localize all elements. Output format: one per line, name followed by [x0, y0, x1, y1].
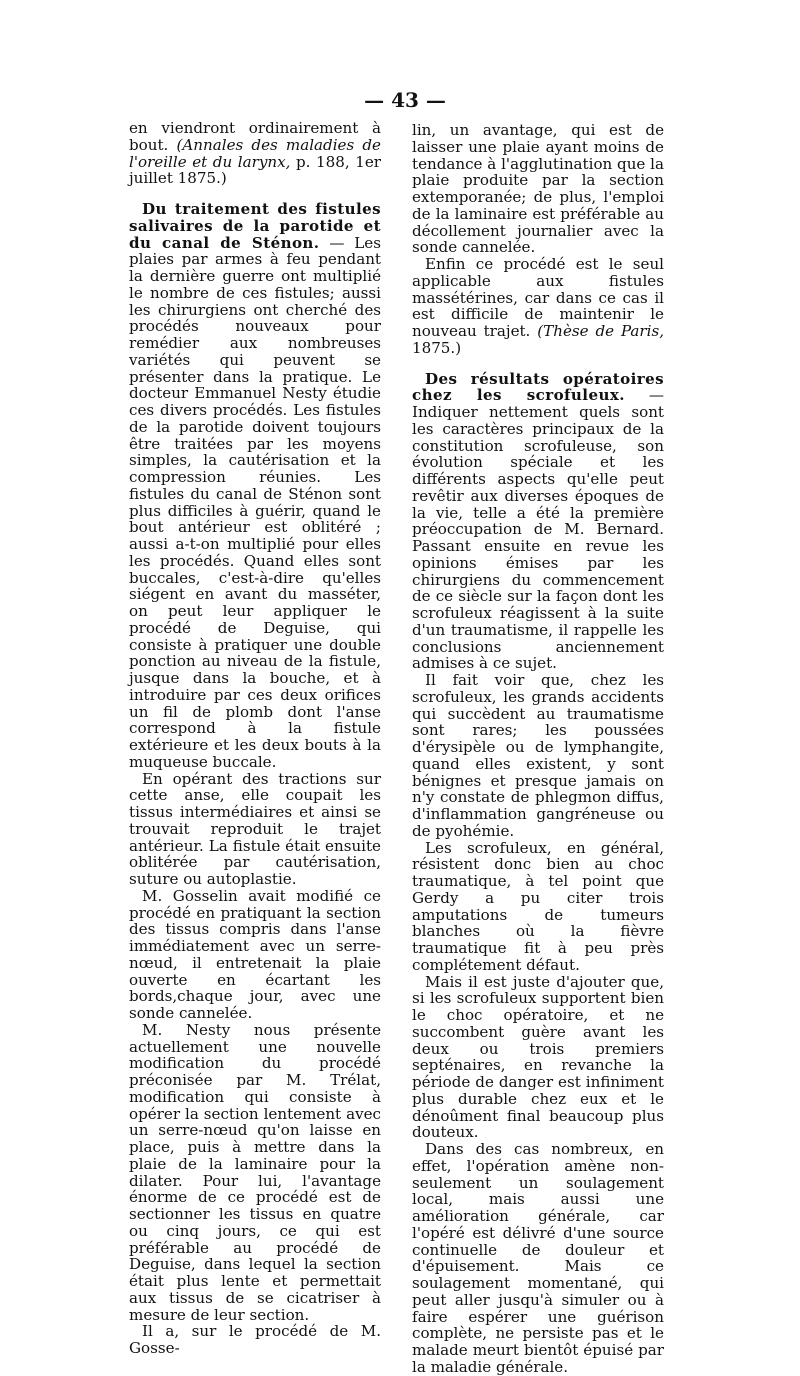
paragraph: Mais il est juste d'ajouter que, si les scrofuleux supportent bien le choc opératoire, et ne succombent guère avant les deux ou trois premiers septénaires, en revanche la période de danger est infiniment plus durable chez eux et le dénoûment final beaucoup plus douteux.: [412, 972, 664, 1142]
paragraph: [412, 256, 664, 357]
paragraph: Dans des cas nombreux, en effet, l'opération amène non-seulement un soulagement local, mais aussi une amélioration générale, car l'opéré est délivré d'une source continuelle de douleur et d'épuisement. Mais ce soulagement momentané, qui peut aller jusqu'à simuler ou à faire espérer une guérison complète, ne persiste pas et le malade meurt bientôt épuisé par la maladie générale.: [412, 1140, 664, 1376]
paragraph: [129, 120, 381, 187]
paragraph: [129, 201, 381, 771]
paragraph: [412, 371, 664, 673]
paragraph: M. Nesty nous présente actuellement une nouvelle modification du procédé préconisée par M. Trélat, modification qui consiste à opérer la section lentement avec un serre-nœud qu'on laisse en place, puis à mettre dans la plaie de la laminaire pour la dilater. Pour lui, l'avantage énorme de ce procédé est de sectionner les tissus en quatre ou cinq jours, ce qui est préférable au procédé de Deguise, dans lequel la section était plus lente et permettait aux tissus de se cicatriser à mesure de leur section.: [129, 1020, 381, 1324]
paragraph-text: — Indiquer nettement quels sont les caractères principaux de la constitution scrofuleuse, son évolution spéciale et les différents aspects qu'elle peut revêtir aux diverses époques de la vie, telle a été la première préoccupation de M. Bernard. Passant ensuite en revue les opinions émises par les chirurgiens du commencement de ce siècle sur la façon dont les scrofuleux réagissent à la suite d'un traumatisme, il rappelle les conclusions anciennement admises à ce sujet.: [412, 386, 664, 673]
citation: (Annales des maladies de l'oreille et du larynx,: [129, 135, 381, 171]
citation: (Thèse de Paris,: [537, 322, 665, 340]
paragraph: Il a, sur le procédé de M. Gosse-: [129, 1322, 381, 1357]
section-heading: Du traitement des fistules salivaires de la parotide et du canal de Sténon.: [129, 200, 381, 252]
section-heading: Des résultats opératoires chez les scrofuleux.: [412, 369, 664, 405]
paragraph: M. Gosselin avait modifié ce procédé en pratiquant la section des tissus compris dans l'anse immédiatement avec un serre-nœud, il entretenait la plaie ouverte en écartant les bords,chaque jour, avec une sonde cannelée.: [129, 886, 381, 1022]
paragraph: Il fait voir que, chez les scrofuleux, les grands accidents qui succèdent au traumatisme sont rares; les poussées d'érysipèle ou de lymphangite, quand elles existent, y sont bénignes et presque jamais on n'y constate de phlegmon diffus, d'inflammation gangréneuse ou de pyohémie.: [412, 671, 664, 840]
paragraph-text: Enfin ce procédé est le seul applicable aux fistules massétérines, car dans ce cas il est difficile de maintenir le nouveau trajet.: [412, 255, 664, 340]
paragraph-text: en viendront ordinairement à bout.: [129, 119, 381, 154]
paragraph: lin, un avantage, qui est de laisser une plaie ayant moins de tendance à l'agglutination que la plaie produite par la section extemporanée; de plus, l'emploi de la laminaire est préférable au décollement journalier avec la sonde cannelée.: [412, 121, 664, 257]
paragraph: En opérant des tractions sur cette anse, elle coupait les tissus intermédiaires et ainsi se trouvait reproduit le trajet antérieur. La fistule était ensuite oblitérée par cautérisation, suture ou autoplastie.: [129, 769, 381, 888]
right-column: [412, 122, 664, 1376]
paragraph-text: — Les plaies par armes à feu pendant la dernière guerre ont multiplié le nombre de ces fistules; aussi les chirurgiens ont cherché des procédés nouveaux pour remédier aux nombreuses variétés qui peuvent se présenter dans la pratique. Le docteur Emmanuel Nesty étudie ces divers procédés. Les fistules de la parotide doivent toujours être traitées par les moyens simples, la cautérisation et la compression réunies. Les fistules du canal de Sténon sont plus difficiles à guérir, quand le bout antérieur est oblitéré ; aussi a-t-on multiplié pour elles les procédés. Quand elles sont buccales, c'est-à-dire qu'elles siégent en avant du masséter, on peut leur appliquer le procédé de Deguise, qui consiste à pratiquer une double ponction au niveau de la fistule, jusque dans la bouche, et à introduire par ces deux orifices un fil de plomb dont l'anse correspond à la fistule extérieure et les deux bouts à la muqueuse buccale.: [129, 233, 381, 771]
citation-text: 1875.): [412, 338, 462, 357]
paragraph: Les scrofuleux, en général, résistent donc bien au choc traumatique, à tel point que Gerdy a pu citer trois amputations de tumeurs blanches où la fièvre traumatique fit à peu près complétement défaut.: [412, 838, 664, 974]
left-column: [129, 120, 381, 1357]
page-number: — 43 —: [364, 88, 446, 112]
citation-text: p. 188, 1er juillet 1875.): [129, 152, 381, 188]
